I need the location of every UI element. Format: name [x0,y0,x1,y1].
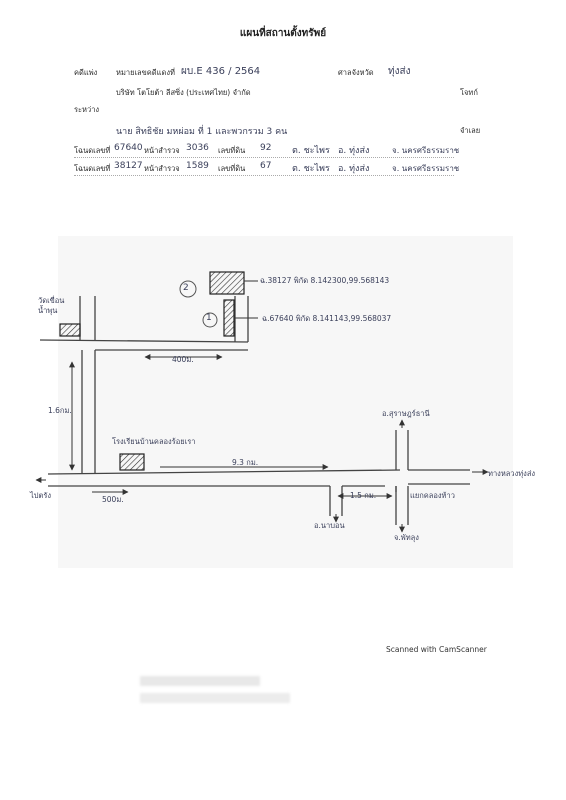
temple-landmark-label: วัดเขื่อน น้ำพุน [38,296,65,315]
klong-thao-junction-label: แยกคลองท้าว [410,491,455,500]
deed-row-1-prefix: โฉนดเลขที่ [74,146,111,155]
deed-row-2-land-label: เลขที่ดิน [218,164,246,173]
distance-1-6km-label: 1.6กม. [48,406,72,415]
distance-1-5km-label: 1.5 กม. [350,491,377,500]
plot-67640-label: ฉ.67640 พิกัด 8.141143,99.568037 [262,314,392,323]
document-title: แผนที่สถานตั้งทรัพย์ [239,28,327,39]
deed-row-1-subdistrict: ต. ชะไพร [292,146,330,156]
school-label: โรงเรียนบ้านคลองร้อยเรา [112,437,196,446]
distance-9-3km-label: 9.3 กม. [232,458,259,467]
deed-row-2-province: จ. นครศรีธรรมราช [392,164,460,173]
deed-row-2-district: อ. ทุ่งส่ง [338,164,370,174]
case-number-label: หมายเลขคดีแดงที่ [116,68,175,77]
deed-row-1-land-number: 92 [260,143,272,153]
court-label: ศาลจังหวัด [338,68,374,77]
defendant-name: นาย สิทธิชัย มหผ่อม ที่ 1 และพวกรวม 3 คน [116,127,288,137]
destination-na-bon-label: อ.นาบอน [314,521,345,530]
plot-38127-label: ฉ.38127 พิกัด 8.142300,99.568143 [260,276,390,285]
bleed-through-mark [140,693,290,703]
deed-row-1-province: จ. นครศรีธรรมราช [392,146,460,155]
plot-marker-1: 1 [206,313,212,323]
deed-row-2-prefix: โฉนดเลขที่ [74,164,111,173]
destination-surat-label: อ.สุราษฎร์ธานี [382,409,430,418]
destination-trang-label: ไปตรัง [30,491,52,500]
destination-thung-song-label: ทางหลวงทุ่งส่ง [488,469,536,478]
deed-row-1-survey-number: 3036 [186,143,209,153]
plaintiff-name: บริษัท โตโยต้า ลีสซิ่ง (ประเทศไทย) จำกัด [116,88,251,97]
destination-phatthalung-label: จ.พัทลุง [394,533,419,542]
deed-row-1-number: 67640 [114,143,143,153]
deed-row-1-land-label: เลขที่ดิน [218,146,246,155]
bleed-through-mark [140,676,260,686]
deed-row-2-land-number: 67 [260,161,272,171]
deed-row-2-subdistrict: ต. ชะไพร [292,164,330,174]
case-number: ผบ.E 436 / 2564 [181,66,261,77]
deed-row-2-number: 38127 [114,161,143,171]
court-name: ทุ่งส่ง [388,66,411,77]
deed-row-2-survey-label: หน้าสำรวจ [144,164,180,173]
deed-row-1-district: อ. ทุ่งส่ง [338,146,370,156]
case-label: คดีแพ่ง [74,68,98,77]
distance-400m-label: 400ม. [172,355,194,364]
between-label: ระหว่าง [74,105,100,114]
camscanner-watermark: Scanned with CamScanner [386,645,487,654]
deed-row-2-survey-number: 1589 [186,161,209,171]
defendant-role: จำเลย [460,126,481,135]
distance-500m-label: 500ม. [102,495,124,504]
plaintiff-role: โจทก์ [460,88,478,97]
deed-row-1-survey-label: หน้าสำรวจ [144,146,180,155]
plot-marker-2: 2 [183,283,189,293]
